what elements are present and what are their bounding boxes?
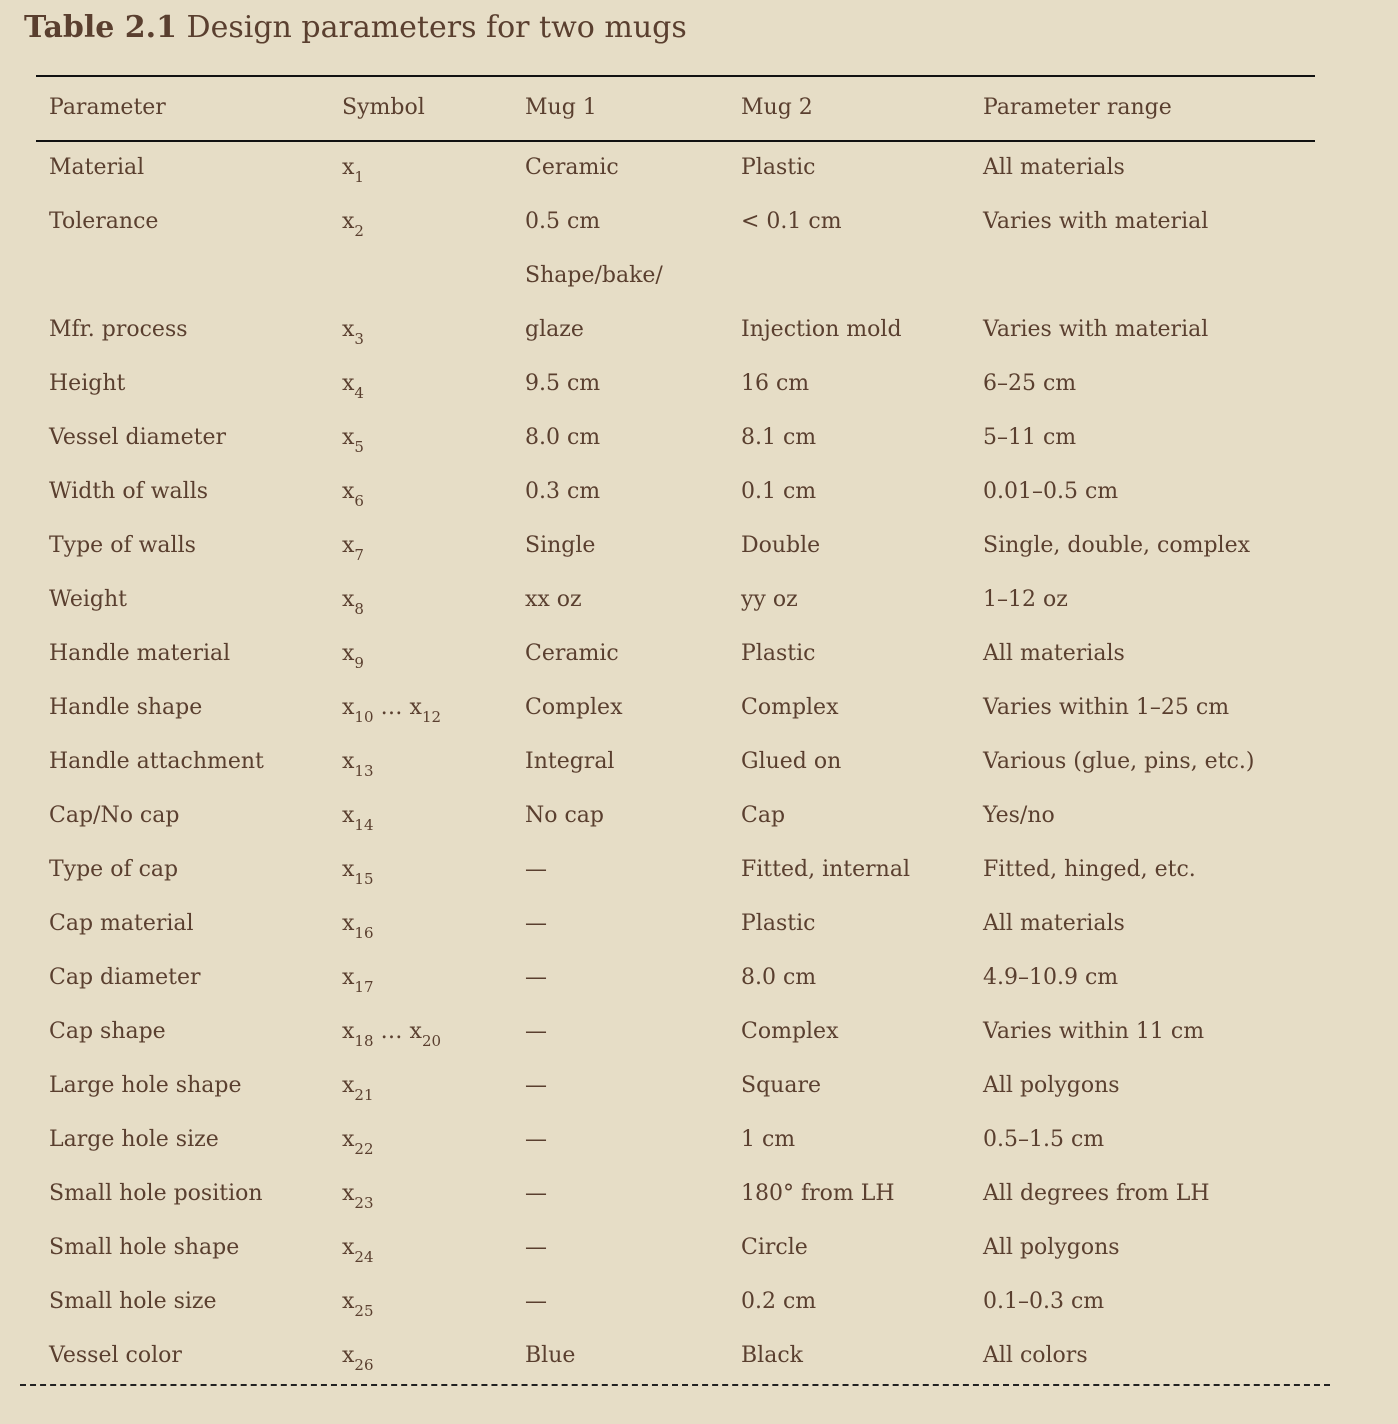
symbol-cell	[342, 585, 364, 618]
mug2-cell: yy oz	[741, 587, 798, 612]
symbol-var: x	[342, 911, 355, 936]
mug1-cell: Shape/bake/	[525, 263, 663, 288]
symbol-var: x	[342, 587, 355, 612]
symbol-cell	[342, 693, 442, 726]
table-row	[0, 747, 1398, 801]
mug1-cell: glaze	[525, 317, 584, 342]
mug2-cell: Complex	[741, 695, 839, 720]
mug1-cell: —	[525, 857, 547, 882]
parameter-cell: Vessel color	[49, 1343, 182, 1368]
mug1-cell: Ceramic	[525, 155, 619, 180]
header-symbol: Symbol	[342, 95, 425, 120]
range-cell: All materials	[983, 911, 1125, 936]
symbol-cell	[342, 153, 364, 186]
mug2-cell: Glued on	[741, 749, 842, 774]
mug1-cell: —	[525, 1127, 547, 1152]
symbol-subscript: 12	[421, 708, 442, 726]
table-row	[0, 1233, 1398, 1287]
mug2-cell: 8.0 cm	[741, 965, 817, 990]
mug2-cell: 8.1 cm	[741, 425, 817, 450]
range-cell: Various (glue, pins, etc.)	[983, 749, 1255, 774]
table-row	[0, 1071, 1398, 1125]
mug1-cell: —	[525, 1181, 547, 1206]
range-cell: All materials	[983, 155, 1125, 180]
mug1-cell: —	[525, 1073, 547, 1098]
range-cell: All degrees from LH	[983, 1181, 1210, 1206]
symbol-subscript: 24	[354, 1248, 374, 1266]
range-cell: Fitted, hinged, etc.	[983, 857, 1196, 882]
symbol-subscript: 10	[354, 708, 374, 726]
parameter-cell: Small hole position	[49, 1181, 263, 1206]
symbol-cell	[342, 801, 374, 834]
table-row	[0, 855, 1398, 909]
symbol-cell	[342, 1017, 442, 1050]
mug2-cell: Double	[741, 533, 821, 558]
parameter-cell: Large hole size	[49, 1127, 219, 1152]
symbol-var: x	[342, 209, 355, 234]
symbol-var: x	[409, 695, 422, 720]
symbol-var: x	[342, 425, 355, 450]
ellipsis: …	[373, 1019, 410, 1044]
symbol-cell	[342, 531, 364, 564]
parameter-cell: Weight	[49, 587, 127, 612]
symbol-var: x	[342, 1343, 355, 1368]
parameter-cell: Type of cap	[49, 857, 179, 882]
mug1-cell: 0.3 cm	[525, 479, 601, 504]
symbol-cell	[342, 1341, 374, 1374]
header-rule	[36, 140, 1315, 142]
parameter-cell: Large hole shape	[49, 1073, 242, 1098]
top-rule	[36, 75, 1315, 77]
parameter-cell: Cap shape	[49, 1019, 166, 1044]
symbol-subscript: 20	[421, 1032, 442, 1050]
mug1-cell: —	[525, 911, 547, 936]
mug1-cell: Single	[525, 533, 596, 558]
symbol-var: x	[342, 317, 355, 342]
mug2-cell: 180° from LH	[741, 1181, 895, 1206]
header-range: Parameter range	[983, 95, 1172, 120]
parameter-cell: Height	[49, 371, 126, 396]
mug2-cell: Cap	[741, 803, 786, 828]
range-cell: All polygons	[983, 1073, 1120, 1098]
parameter-cell: Cap diameter	[49, 965, 201, 990]
symbol-var: x	[342, 641, 355, 666]
mug1-cell: —	[525, 1289, 547, 1314]
mug2-cell: 0.2 cm	[741, 1289, 817, 1314]
symbol-cell	[342, 855, 374, 888]
table-row	[0, 423, 1398, 477]
symbol-var: x	[342, 533, 355, 558]
symbol-subscript: 23	[354, 1194, 374, 1212]
symbol-var: x	[342, 1181, 355, 1206]
mug2-cell: Plastic	[741, 641, 816, 666]
mug1-cell: Integral	[525, 749, 615, 774]
symbol-subscript: 18	[354, 1032, 374, 1050]
symbol-var: x	[342, 1289, 355, 1314]
mug1-cell: 9.5 cm	[525, 371, 601, 396]
table-number: Table 2.1	[24, 10, 177, 45]
symbol-subscript: 25	[354, 1302, 374, 1320]
mug2-cell: Plastic	[741, 911, 816, 936]
mug1-cell: No cap	[525, 803, 605, 828]
symbol-subscript: 3	[354, 330, 364, 348]
mug1-cell: 0.5 cm	[525, 209, 601, 234]
range-cell: Varies with material	[983, 209, 1209, 234]
range-cell: All colors	[983, 1343, 1088, 1368]
table-row	[0, 1017, 1398, 1071]
symbol-subscript: 21	[354, 1086, 374, 1104]
parameter-cell: Vessel diameter	[49, 425, 227, 450]
symbol-subscript: 13	[354, 762, 374, 780]
table-row	[0, 369, 1398, 423]
range-cell: Yes/no	[983, 803, 1055, 828]
symbol-subscript: 8	[354, 600, 364, 618]
range-cell: 5–11 cm	[983, 425, 1077, 450]
range-cell: Varies within 1–25 cm	[983, 695, 1230, 720]
symbol-subscript: 15	[354, 870, 374, 888]
mug1-cell: —	[525, 965, 547, 990]
table-row	[0, 909, 1398, 963]
symbol-cell	[342, 369, 364, 402]
table-row	[0, 1287, 1398, 1341]
bottom-dashed-rule	[20, 1384, 1330, 1386]
symbol-var: x	[409, 1019, 422, 1044]
symbol-cell	[342, 909, 374, 942]
mug1-cell: —	[525, 1019, 547, 1044]
parameter-cell: Handle shape	[49, 695, 203, 720]
ellipsis: …	[373, 695, 410, 720]
parameter-cell: Handle attachment	[49, 749, 264, 774]
mug2-cell: Injection mold	[741, 317, 902, 342]
table-row	[0, 1179, 1398, 1233]
symbol-cell	[342, 1125, 374, 1158]
table-row	[0, 693, 1398, 747]
header-row	[0, 93, 1398, 147]
symbol-cell	[342, 423, 364, 456]
symbol-subscript: 14	[354, 816, 374, 834]
table-row	[0, 477, 1398, 531]
symbol-var: x	[342, 155, 355, 180]
parameter-cell: Small hole shape	[49, 1235, 240, 1260]
mug2-cell: 16 cm	[741, 371, 810, 396]
table-row	[0, 963, 1398, 1017]
symbol-var: x	[342, 695, 355, 720]
mug2-cell: Plastic	[741, 155, 816, 180]
symbol-cell	[342, 639, 364, 672]
mug2-cell: < 0.1 cm	[741, 209, 842, 234]
symbol-subscript: 9	[354, 654, 364, 672]
symbol-subscript: 22	[354, 1140, 374, 1158]
table-row	[0, 153, 1398, 207]
table-row	[0, 1125, 1398, 1179]
symbol-var: x	[342, 803, 355, 828]
table-row	[0, 531, 1398, 585]
symbol-cell	[342, 207, 364, 240]
range-cell: All polygons	[983, 1235, 1120, 1260]
symbol-subscript: 6	[354, 492, 364, 510]
symbol-cell	[342, 1179, 374, 1212]
symbol-subscript: 7	[354, 546, 364, 564]
parameter-cell: Cap material	[49, 911, 194, 936]
parameter-cell: Tolerance	[49, 209, 159, 234]
table-row	[0, 315, 1398, 369]
table-caption: Design parameters for two mugs	[186, 10, 687, 45]
symbol-var: x	[342, 371, 355, 396]
range-cell: Varies with material	[983, 317, 1209, 342]
mug1-cell: Ceramic	[525, 641, 619, 666]
parameter-cell: Small hole size	[49, 1289, 217, 1314]
symbol-var: x	[342, 1235, 355, 1260]
symbol-subscript: 2	[354, 222, 364, 240]
parameter-cell: Mfr. process	[49, 317, 188, 342]
symbol-subscript: 16	[354, 924, 374, 942]
range-cell: Single, double, complex	[983, 533, 1250, 558]
mug2-cell: Circle	[741, 1235, 808, 1260]
header-mug2: Mug 2	[741, 95, 813, 120]
symbol-var: x	[342, 965, 355, 990]
mug1-cell: Blue	[525, 1343, 576, 1368]
parameter-cell: Type of walls	[49, 533, 196, 558]
header-mug1: Mug 1	[525, 95, 597, 120]
symbol-var: x	[342, 749, 355, 774]
mug1-cell: 8.0 cm	[525, 425, 601, 450]
mug1-cell: —	[525, 1235, 547, 1260]
mug2-cell: 0.1 cm	[741, 479, 817, 504]
mug2-cell: Black	[741, 1343, 803, 1368]
symbol-cell	[342, 315, 364, 348]
symbol-cell	[342, 1233, 374, 1266]
symbol-cell	[342, 1071, 374, 1104]
range-cell: 4.9–10.9 cm	[983, 965, 1119, 990]
mug2-cell: 1 cm	[741, 1127, 796, 1152]
mug1-cell: Complex	[525, 695, 623, 720]
table-title	[24, 8, 687, 48]
symbol-cell	[342, 477, 364, 510]
table-row	[0, 585, 1398, 639]
parameter-cell: Handle material	[49, 641, 231, 666]
symbol-cell	[342, 963, 374, 996]
symbol-var: x	[342, 1019, 355, 1044]
range-cell: 1–12 oz	[983, 587, 1068, 612]
range-cell: 0.1–0.3 cm	[983, 1289, 1105, 1314]
symbol-var: x	[342, 1073, 355, 1098]
table-row	[0, 261, 1398, 315]
table-row	[0, 207, 1398, 261]
mug2-cell: Square	[741, 1073, 821, 1098]
symbol-subscript: 5	[354, 438, 364, 456]
range-cell: 6–25 cm	[983, 371, 1077, 396]
symbol-cell	[342, 1287, 374, 1320]
symbol-subscript: 17	[354, 978, 374, 996]
mug2-cell: Fitted, internal	[741, 857, 910, 882]
symbol-subscript: 1	[354, 168, 364, 186]
range-cell: Varies within 11 cm	[983, 1019, 1205, 1044]
symbol-var: x	[342, 479, 355, 504]
parameter-cell: Cap/No cap	[49, 803, 180, 828]
range-cell: 0.01–0.5 cm	[983, 479, 1119, 504]
mug1-cell: xx oz	[525, 587, 582, 612]
header-parameter: Parameter	[49, 95, 166, 120]
range-cell: 0.5–1.5 cm	[983, 1127, 1105, 1152]
symbol-cell	[342, 747, 374, 780]
symbol-var: x	[342, 1127, 355, 1152]
parameter-cell: Width of walls	[49, 479, 209, 504]
range-cell: All materials	[983, 641, 1125, 666]
symbol-subscript: 26	[354, 1356, 374, 1374]
table-row	[0, 1341, 1398, 1395]
symbol-var: x	[342, 857, 355, 882]
parameter-cell: Material	[49, 155, 145, 180]
table-row	[0, 639, 1398, 693]
symbol-subscript: 4	[354, 384, 364, 402]
mug2-cell: Complex	[741, 1019, 839, 1044]
table-row	[0, 801, 1398, 855]
